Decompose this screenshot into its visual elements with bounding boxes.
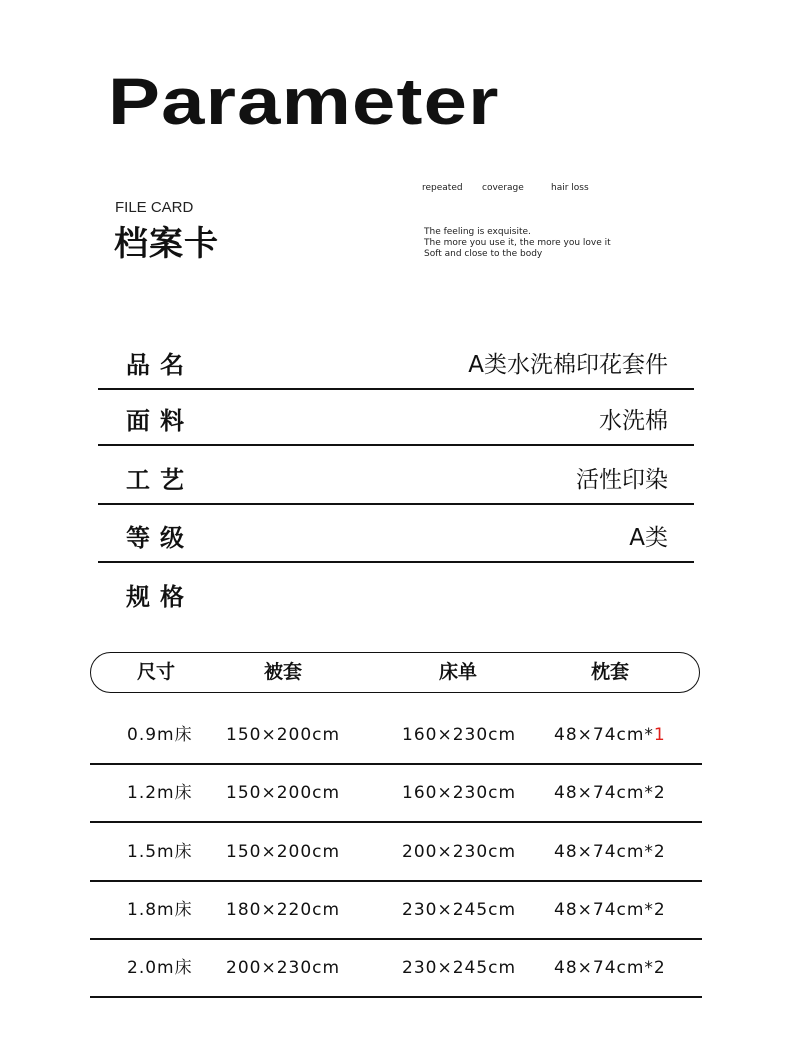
cell-sheet: 230×245cm: [402, 900, 517, 920]
param-value: 水洗棉: [599, 408, 668, 434]
pillow-count: 2: [653, 900, 666, 920]
cell-size: 1.5m床: [127, 842, 193, 862]
cell-sheet: 160×230cm: [402, 783, 517, 803]
page-title: Parameter: [108, 64, 500, 138]
param-value: 活性印染: [576, 467, 668, 493]
cell-pillow: [554, 765, 666, 821]
divider: [98, 561, 694, 563]
pillow-count: 2: [653, 783, 666, 803]
cell-pillow: [554, 940, 666, 996]
cell-duvet: 150×200cm: [226, 842, 341, 862]
cell-sheet: 160×230cm: [402, 725, 517, 745]
tag-repeated: repeated: [422, 183, 463, 193]
param-label: 面料: [126, 407, 194, 435]
param-label: 工艺: [126, 466, 194, 494]
feature-tags: [422, 183, 589, 193]
param-label: 品名: [126, 351, 194, 379]
table-row: [90, 824, 702, 882]
file-card-label: FILE CARD: [115, 199, 194, 216]
description-line: Soft and close to the body: [424, 249, 543, 259]
description: [424, 227, 611, 260]
table-row: [90, 940, 702, 998]
pillow-size: 48×74cm*: [554, 958, 654, 978]
tag-coverage: coverage: [482, 183, 524, 193]
pillow-size: 48×74cm*: [554, 842, 654, 862]
cell-duvet: 150×200cm: [226, 725, 341, 745]
cell-duvet: 180×220cm: [226, 900, 341, 920]
cell-sheet: 230×245cm: [402, 958, 517, 978]
divider: [98, 388, 694, 390]
divider: [98, 503, 694, 505]
description-line: The more you use it, the more you love it: [424, 238, 611, 248]
param-row-process: [98, 455, 694, 505]
divider: [98, 444, 694, 446]
cell-duvet: 150×200cm: [226, 783, 341, 803]
table-row: [90, 707, 702, 765]
cell-sheet: 200×230cm: [402, 842, 517, 862]
cell-pillow: [554, 882, 666, 938]
pillow-count: 2: [653, 958, 666, 978]
pillow-size: 48×74cm*: [554, 725, 654, 745]
param-label: 等级: [126, 524, 194, 552]
description-line: The feeling is exquisite.: [424, 227, 531, 237]
divider: [90, 821, 702, 823]
cell-size: 0.9m床: [127, 725, 193, 745]
param-value: A类水洗棉印花套件: [468, 352, 668, 378]
header-size: 尺寸: [137, 661, 176, 683]
cell-pillow: [554, 824, 666, 880]
divider: [90, 996, 702, 998]
param-row-grade: [98, 513, 694, 563]
param-label: 规格: [126, 583, 194, 611]
header-duvet: 被套: [264, 661, 303, 683]
cell-pillow: [554, 707, 666, 763]
pillow-count: 2: [653, 842, 666, 862]
header-pillow: 枕套: [591, 661, 630, 683]
param-row-name: [98, 340, 694, 390]
tag-hair-loss: hair loss: [551, 183, 589, 193]
table-row: [90, 882, 702, 940]
pillow-size: 48×74cm*: [554, 783, 654, 803]
archive-title: 档案卡: [114, 224, 219, 264]
header-sheet: 床单: [439, 661, 478, 683]
param-row-fabric: [98, 396, 694, 446]
param-value: A类: [629, 525, 668, 551]
cell-size: 1.8m床: [127, 900, 193, 920]
size-table-header: [90, 652, 700, 693]
pillow-count: 1: [653, 725, 666, 745]
param-row-spec: [98, 572, 694, 622]
pillow-size: 48×74cm*: [554, 900, 654, 920]
cell-duvet: 200×230cm: [226, 958, 341, 978]
cell-size: 2.0m床: [127, 958, 193, 978]
table-row: [90, 765, 702, 823]
cell-size: 1.2m床: [127, 783, 193, 803]
